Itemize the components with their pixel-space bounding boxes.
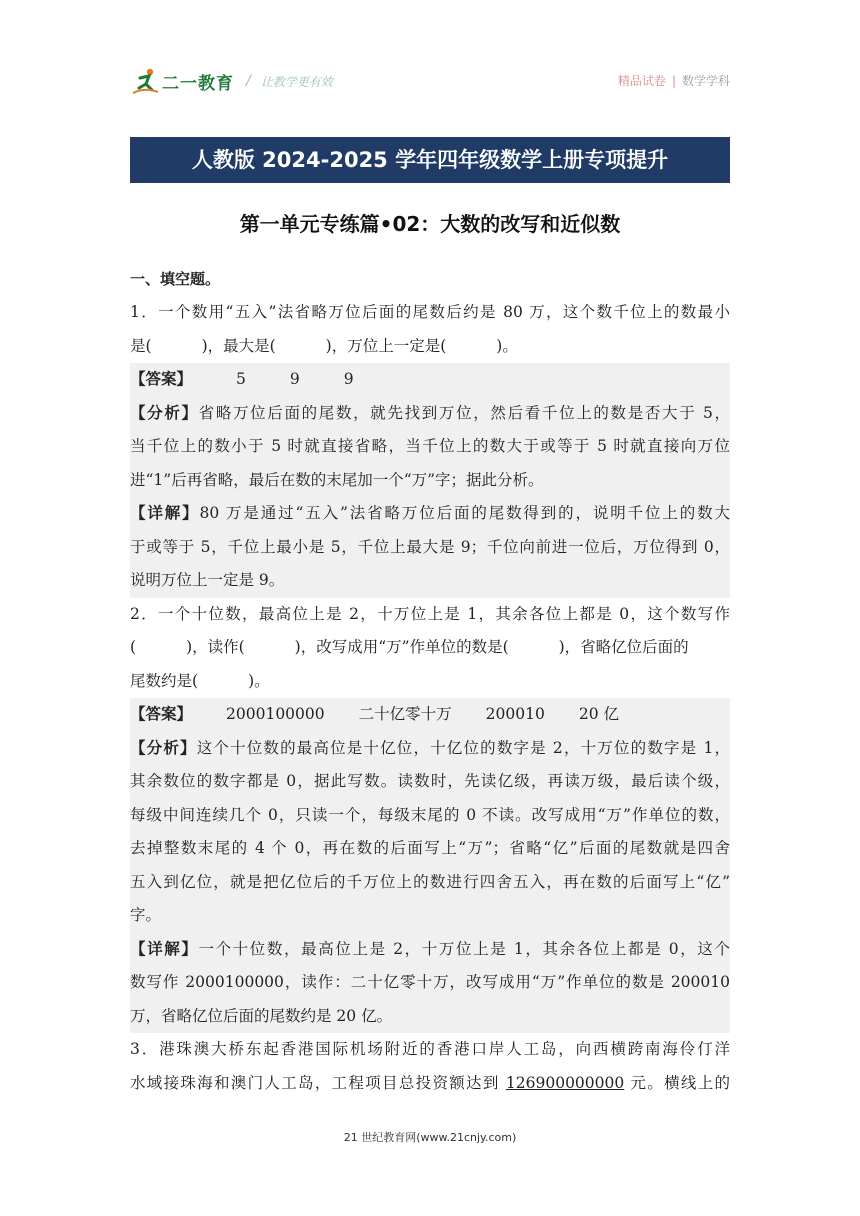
q2-line-3 — [130, 665, 730, 699]
q1-answer — [130, 363, 730, 397]
runner-logo-icon — [130, 66, 160, 96]
answer-value: 9 — [289, 370, 300, 388]
answer-value: 20 亿 — [578, 705, 619, 723]
document-subtitle: 第一单元专练篇•02：大数的改写和近似数 — [239, 212, 621, 236]
q3-underlined-number: 126900000000 — [505, 1073, 625, 1092]
analysis-tag: 【分析】 — [130, 403, 199, 422]
page-footer: 21 世纪教育网(www.21cnjy.com) — [343, 1131, 517, 1144]
logo — [130, 64, 333, 98]
q1-line-1: 1．一个数用“五入”法省略万位后面的尾数后约是 80 万，这个数千位上的数最小 — [130, 303, 730, 321]
q3-line-1: 3．港珠澳大桥东起香港国际机场附近的香港口岸人工岛，向西横跨南海伶仃洋 — [130, 1040, 730, 1058]
q2-text: )，省略亿位后面的 — [558, 638, 689, 656]
q2-solution — [130, 698, 730, 1033]
header-tag-premium: 精品试卷 — [617, 74, 666, 88]
q2-line-1: 2．一个十位数，最高位上是 2，十万位上是 1，其余各位上都是 0，这个数写作 — [130, 604, 730, 623]
q2-analysis-line: 五入到亿位，就是把亿位后的千万位上的数进行四舍五入，再在数的后面写上“亿” — [130, 872, 730, 891]
analysis-tag: 【分析】 — [130, 738, 197, 757]
q1-detail-line: 于或等于 5，千位上最小是 5，千位上最大是 9；千位向前进一位后，万位得到 0， — [130, 537, 730, 556]
q1-line-2 — [130, 330, 730, 364]
answer-value: 9 — [343, 370, 354, 388]
q2-analysis-line: 每级中间连续几个 0，只读一个，每级末尾的 0 不读。改写成用“万”作单位的数， — [130, 805, 730, 824]
answer-value: 5 — [236, 370, 246, 388]
q3-text: 水域接珠海和澳门人工岛，工程项目总投资额达到 — [130, 1073, 506, 1092]
q1-analysis-line: 当千位上的数小于 5 时就直接省略，当千位上的数大于或等于 5 时就直接向万位 — [130, 437, 730, 455]
q2-detail-line: 数写作 2000100000，读作：二十亿零十万，改写成用“万”作单位的数是 200010 — [130, 973, 730, 991]
q1-solution — [130, 363, 730, 598]
answer-value: 200010 — [485, 705, 545, 723]
answer-value: 2000100000 — [226, 705, 325, 723]
q1-text: )。 — [496, 336, 518, 355]
header-separator: | — [671, 74, 676, 88]
answer-value: 二十亿零十万 — [358, 705, 452, 723]
q1-text: 是( — [130, 336, 152, 355]
brand-slogan: 让教学更有效 — [260, 74, 333, 89]
q1-text: )，万位上一定是( — [325, 336, 447, 355]
q2-analysis-line: 去掉整数末尾的 4 个 0，再在数的后面写上“万”；省略“亿”后面的尾数就是四舍 — [130, 839, 730, 857]
q2-analysis-line: 其余数位的数字都是 0，据此写数。读数时，先读亿级，再读万级，最后读个级， — [130, 772, 730, 790]
analysis-text: 省略万位后面的尾数，就先找到万位，然后看千位上的数是否大于 5， — [198, 403, 730, 422]
q2-detail-line: 万，省略亿位后面的尾数约是 20 亿。 — [130, 1006, 393, 1025]
detail-text: 一个十位数，最高位上是 2，十万位上是 1，其余各位上都是 0，这个 — [198, 939, 730, 958]
header-right — [618, 72, 730, 89]
q2-text: )，读作( — [186, 638, 245, 656]
q2-text: ( — [130, 638, 137, 656]
header-tag-subject: 数学学科 — [681, 74, 730, 88]
q2-analysis-line — [130, 732, 730, 766]
q2-text: )。 — [248, 671, 270, 690]
brand-slash: / — [246, 73, 251, 89]
q1-detail-line: 说明万位上一定是 9。 — [130, 571, 285, 589]
detail-tag: 【详解】 — [130, 504, 200, 522]
q1-detail-line — [130, 497, 730, 531]
q1-text: )，最大是( — [201, 336, 276, 355]
q2-analysis-line: 字。 — [130, 906, 162, 924]
q1-analysis-line — [130, 397, 730, 431]
section-heading: 一、填空题。 — [130, 270, 221, 288]
detail-tag: 【详解】 — [130, 939, 199, 958]
brand-name: 二一教育 — [162, 73, 234, 94]
q3-text: 元。横线上的 — [624, 1073, 730, 1092]
q2-line-2 — [130, 631, 730, 665]
q2-detail-line — [130, 933, 730, 967]
analysis-text: 这个十位数的最高位是十亿位，十亿位的数字是 2，十万位的数字是 1， — [196, 738, 730, 757]
q1-analysis-line: 进“1”后再省略，最后在数的末尾加一个“万”字；据此分析。 — [130, 470, 544, 489]
page-header — [130, 64, 730, 98]
answer-tag: 【答案】 — [130, 705, 193, 723]
content — [130, 296, 730, 1100]
q2-text: )，改写成用“万”作单位的数是( — [294, 638, 509, 656]
document-title: 人教版 2024-2025 学年四年级数学上册专项提升 — [130, 137, 730, 183]
answer-tag: 【答案】 — [130, 370, 193, 388]
q2-answer — [130, 698, 730, 732]
q2-text: 尾数约是( — [130, 671, 199, 690]
detail-text: 80 万是通过“五入”法省略万位后面的尾数得到的，说明千位上的数大 — [199, 504, 730, 522]
q3-line-2 — [130, 1067, 730, 1101]
